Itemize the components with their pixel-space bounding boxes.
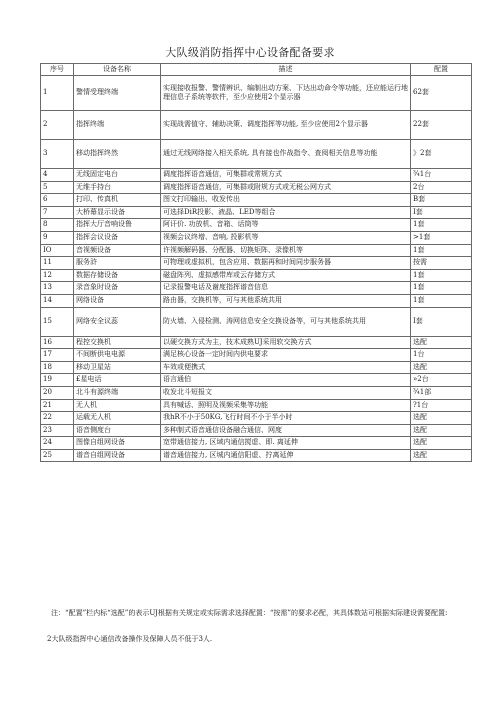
row-config: 选配: [411, 424, 472, 437]
row-number: 7: [41, 206, 74, 219]
row-number: 5: [41, 181, 74, 194]
equipment-table: [40, 63, 472, 462]
row-name: 录音象时设备: [74, 282, 161, 295]
row-name: 无人机: [74, 399, 161, 412]
row-number: 23: [41, 424, 74, 437]
table-row: [41, 231, 472, 244]
row-config: 选配: [411, 449, 472, 462]
table-row: [41, 374, 472, 387]
row-name: £星电话: [74, 374, 161, 387]
table-row: [41, 111, 472, 140]
row-config: 62套: [411, 76, 472, 111]
table-row: [41, 386, 472, 399]
row-config: B套: [411, 194, 472, 207]
row-description: 路由器，交换机等，可与其他系统共用: [161, 294, 411, 307]
row-description: 磁盘阵列、虚拟感带库或云存储方式: [161, 269, 411, 282]
row-number: 17: [41, 349, 74, 362]
row-number: 22: [41, 412, 74, 425]
row-number: 25: [41, 449, 74, 462]
table-row: [41, 294, 472, 307]
row-config: 》2套: [411, 140, 472, 169]
row-config: 选配: [411, 437, 472, 450]
row-config: 选配: [411, 361, 472, 374]
row-number: 15: [41, 307, 74, 336]
row-description: 记录报警电话及谢度指挥谱音信息: [161, 282, 411, 295]
row-config: ?1台: [411, 399, 472, 412]
row-description: 我hR不小于50KG,飞行时间不小于半小时: [161, 412, 411, 425]
row-name: 无线固定电台: [74, 169, 161, 182]
row-number: IO: [41, 244, 74, 257]
row-config: I套: [411, 307, 472, 336]
table-row: [41, 194, 472, 207]
row-description: 实现战需值守、辅助决策、调度指挥等功能, 至少应使用2个显示器: [161, 111, 411, 140]
row-name: 指挥大厅音响设鲁: [74, 219, 161, 232]
table-row: [41, 282, 472, 295]
row-number: 1: [41, 76, 74, 111]
row-number: 3: [41, 140, 74, 169]
table-row: [41, 244, 472, 257]
row-description: 具有喊话、照明及视频采集等功能: [161, 399, 411, 412]
row-description: 以硬交换方式为主，技术成熟UJ采用软交换方式: [161, 336, 411, 349]
table-row: [41, 449, 472, 462]
row-number: 20: [41, 386, 74, 399]
row-config: 2台: [411, 181, 472, 194]
row-number: 9: [41, 231, 74, 244]
row-config: 选配: [411, 412, 472, 425]
table-row: [41, 437, 472, 450]
row-number: 18: [41, 361, 74, 374]
header-desc: 描述: [161, 64, 411, 76]
row-config: 1套: [411, 219, 472, 232]
row-number: 19: [41, 374, 74, 387]
row-description: 调度指挥语音通信，可集群或常规方式: [161, 169, 411, 182]
footnote-2: 2大队级指挥中心通信改备操作及保障人员不低于3人.: [47, 635, 213, 643]
row-number: 13: [41, 282, 74, 295]
row-name: 大桥幕显示设备: [74, 206, 161, 219]
row-name: 警情受理终端: [74, 76, 161, 111]
row-name: 语音侧度台: [74, 424, 161, 437]
row-description: 可选择DiR投影、液晶、LED等组合: [161, 206, 411, 219]
row-description: 图文打印输出、收发传出: [161, 194, 411, 207]
header-no: 序号: [41, 64, 74, 76]
row-config: ¾1台: [411, 169, 472, 182]
table-row: [41, 257, 472, 270]
header-config: 配置: [411, 64, 472, 76]
row-name: 运载无人机: [74, 412, 161, 425]
table-row: [41, 424, 472, 437]
row-name: 谱音自组网设备: [74, 449, 161, 462]
row-config: 按需: [411, 257, 472, 270]
row-config: 22套: [411, 111, 472, 140]
row-description: 防火墙、入侵检测、涛网信息安全交换设备等，可与其他系统共用: [161, 307, 411, 336]
row-config: I套: [411, 206, 472, 219]
row-name: 网络安全议蕊: [74, 307, 161, 336]
footnote-1: 注：“配置”栏内标“选配”的表示UJ根据有关规定或实际需求选择配置：“按需”的要求必配，其具体数站可根据实际建设需要配置:: [51, 609, 448, 617]
row-config: 选配: [411, 336, 472, 349]
row-number: 11: [41, 257, 74, 270]
row-name: 图像自组网设备: [74, 437, 161, 450]
row-description: 许视频解码器、分配器、切换矩阵、录像机等: [161, 244, 411, 257]
row-name: 服务浒: [74, 257, 161, 270]
row-config: 1套: [411, 282, 472, 295]
header-name: 设备名称: [74, 64, 161, 76]
table-row: [41, 399, 472, 412]
row-name: 指挥终端: [74, 111, 161, 140]
row-number: 21: [41, 399, 74, 412]
row-number: 16: [41, 336, 74, 349]
row-config: 1台: [411, 349, 472, 362]
row-number: 12: [41, 269, 74, 282]
table-row: [41, 219, 472, 232]
table-row: [41, 169, 472, 182]
row-description: 视频会议终增、音响, 投影机等: [161, 231, 411, 244]
row-description: 车效或便携式: [161, 361, 411, 374]
row-description: 阿讦价. 功放机、音箱、话筒等: [161, 219, 411, 232]
row-name: 移动指挥终然: [74, 140, 161, 169]
table-row: [41, 269, 472, 282]
row-name: 指挥会议设备: [74, 231, 161, 244]
row-description: 实现接收报警、警情辨识、编制出动方案、下达出动命令等功能，还应能运行地理信息子系统等软件，至少应使用2个显示器: [161, 76, 411, 111]
row-config: >1套: [411, 231, 472, 244]
row-name: 程控交换机: [74, 336, 161, 349]
row-name: 无维手持台: [74, 181, 161, 194]
table-row: [41, 336, 472, 349]
row-description: 满足核心设备一定时间内供电要求: [161, 349, 411, 362]
row-number: 2: [41, 111, 74, 140]
row-name: 数据存储设备: [74, 269, 161, 282]
row-config: 1套: [411, 244, 472, 257]
row-description: 通过无线网络接入相关系统, 具有接也作战指令、查阅相关信息等功能: [161, 140, 411, 169]
row-config: 1套: [411, 294, 472, 307]
row-description: 多种制式语音通信设备融合通信、网度: [161, 424, 411, 437]
table-header-row: [41, 64, 472, 76]
row-name: 北斗有源终端: [74, 386, 161, 399]
table-row: [41, 206, 472, 219]
row-number: 4: [41, 169, 74, 182]
table-row: [41, 307, 472, 336]
row-name: 不间断供电电源: [74, 349, 161, 362]
row-description: 调度指挥语音通信，可集群或附规方式或无税公网方式: [161, 181, 411, 194]
table-row: [41, 361, 472, 374]
table-row: [41, 76, 472, 111]
table-row: [41, 412, 472, 425]
row-description: 收发北斗短报文: [161, 386, 411, 399]
table-row: [41, 349, 472, 362]
row-number: 24: [41, 437, 74, 450]
row-name: 打印、传真机: [74, 194, 161, 207]
row-description: 语言通伯: [161, 374, 411, 387]
row-name: 音视频设备: [74, 244, 161, 257]
row-number: 14: [41, 294, 74, 307]
row-number: 6: [41, 194, 74, 207]
row-description: 宽带通信接力, 区域内通信搅虚、即. 离延伸: [161, 437, 411, 450]
row-config: »2台: [411, 374, 472, 387]
table-row: [41, 140, 472, 169]
row-number: 8: [41, 219, 74, 232]
row-description: 可物理或虚拟机，包含应用、数据再和时间同步服务器: [161, 257, 411, 270]
row-config: ¾1部: [411, 386, 472, 399]
row-name: 网络设备: [74, 294, 161, 307]
row-config: 1套: [411, 269, 472, 282]
row-name: 移动卫星站: [74, 361, 161, 374]
row-description: 谱音通信接力, 区城内通信阳虚、拧离延伸: [161, 449, 411, 462]
page-title: 大队级消防指挥中心设备配备要求: [165, 46, 335, 59]
table-row: [41, 181, 472, 194]
